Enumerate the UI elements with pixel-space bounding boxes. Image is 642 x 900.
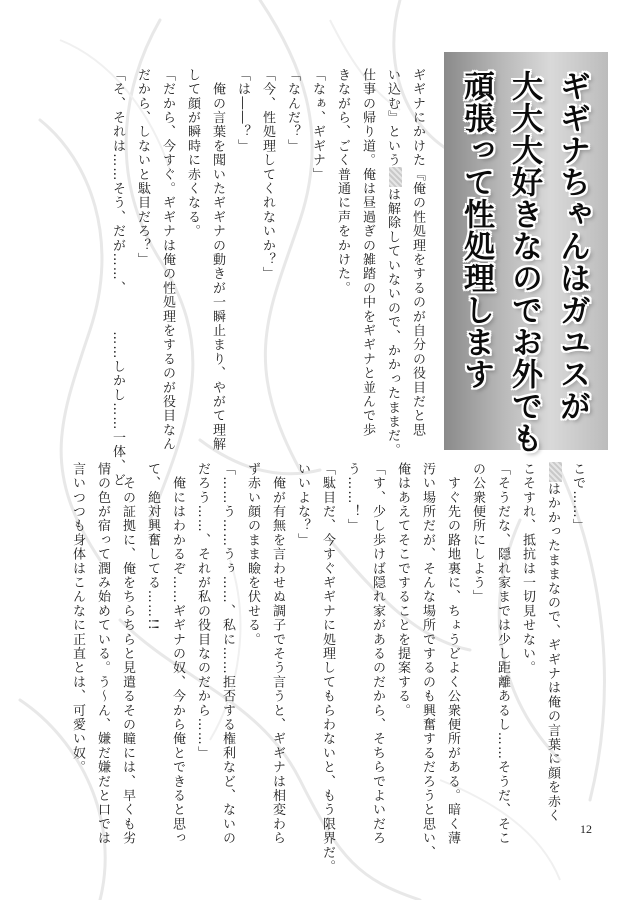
redacted-word bbox=[389, 167, 402, 187]
text-fragment: ……しかし……一体、ど bbox=[110, 331, 125, 488]
text-line: 「駄目だ、今すぐギギナに処理してもらわないと、もう限界だ。 bbox=[320, 462, 335, 874]
text-line: ギギナにかけた『俺の性処理をするのが自分の役目だと思 bbox=[410, 68, 425, 438]
text-line: の公衆便所にしよう」 bbox=[470, 462, 485, 604]
text-line: 「そうだな、隠れ家までは少し距離あるし……そうだ、そこ bbox=[495, 462, 510, 846]
text-line: だろう……、それが私の役目なのだから……」 bbox=[195, 462, 210, 761]
text-line: 俺の言葉を聞いたギギナの動きが一瞬止まり、やがて理解 bbox=[210, 68, 225, 452]
text-line: 「なぁ、ギギナ」 bbox=[310, 68, 325, 182]
text-fragment: は解除していないので、かかったままだ。 bbox=[385, 187, 400, 458]
text-line bbox=[105, 68, 130, 488]
text-line: 仕事の帰り道。俺は昼過ぎの雑踏の中をギギナと並んで歩 bbox=[360, 68, 375, 438]
text-line: 「す、少し歩けば隠れ家があるのだから、そちらでよいだろ bbox=[370, 462, 385, 846]
text-line: して顔が瞬時に赤くなる。 bbox=[185, 68, 200, 239]
text-line: こで……」 bbox=[570, 462, 585, 533]
text-line: だから、しないと駄目だろ？」 bbox=[135, 68, 150, 267]
text-line: その証拠に、俺をちらちらと見遣るその瞳には、早くも劣 bbox=[120, 462, 135, 846]
text-line bbox=[380, 68, 405, 458]
title-line-3: 頑張って性処理します bbox=[458, 70, 494, 390]
text-line: 汚い場所だが、そんな場所でするのも興奮するだろうと思い、 bbox=[420, 462, 435, 860]
text-line: 俺にはわかるぞ……ギギナの奴、今から俺とできると思っ bbox=[170, 462, 185, 846]
text-line: 俺が有無を言わせぬ調子でそう言うと、ギギナは相変わら bbox=[270, 462, 285, 846]
text-line: 「は――？」 bbox=[235, 68, 250, 154]
body-text-upper bbox=[105, 68, 430, 488]
text-line: いいよな？」 bbox=[295, 462, 310, 548]
title-line-1: ギギナちゃんはガユスが bbox=[554, 70, 590, 422]
text-line: 「……う……うぅ……、私に……拒否する権利など、ないの bbox=[220, 462, 235, 846]
text-line: 「今、性処理してくれないか？」 bbox=[260, 68, 275, 281]
text-line: すぐ先の路地裏に、ちょうどよく公衆便所がある。暗く薄 bbox=[445, 462, 460, 846]
text-fragment: い込む』という bbox=[385, 68, 400, 168]
text-line: 俺はあえてそこですることを提案する。 bbox=[395, 462, 410, 718]
text-fragment: はかかったままなので、ギギナは俺の言葉に顔を赤く bbox=[545, 482, 560, 823]
text-line: て、絶対興奮してる……!! bbox=[145, 462, 160, 632]
text-line bbox=[540, 462, 565, 823]
text-fragment: 「そ、それは……そう、だが……、 bbox=[110, 68, 125, 296]
title-box bbox=[444, 52, 608, 454]
text-line: ず赤い顔のまま瞼を伏せる。 bbox=[245, 462, 260, 647]
text-line: う……！」 bbox=[345, 462, 360, 533]
text-line: きながら、ごく普通に声をかけた。 bbox=[335, 68, 350, 296]
text-line: こそすれ、抵抗は一切見せない。 bbox=[520, 462, 535, 675]
title-line-2: 大大大好きなのでお外でも bbox=[506, 70, 542, 454]
redacted-word bbox=[549, 462, 562, 482]
text-line: 情の色が宿って潤み始めている。う～ん、嫌だ嫌だと口では bbox=[95, 462, 110, 846]
text-line: 言いつつも身体はこんなに正直とは、可愛い奴。 bbox=[70, 462, 85, 775]
page-number: 12 bbox=[580, 822, 592, 836]
text-line: 「なんだ？」 bbox=[285, 68, 300, 154]
text-line: 「だから、今すぐ。ギギナは俺の性処理をするのが役目なん bbox=[160, 68, 175, 452]
